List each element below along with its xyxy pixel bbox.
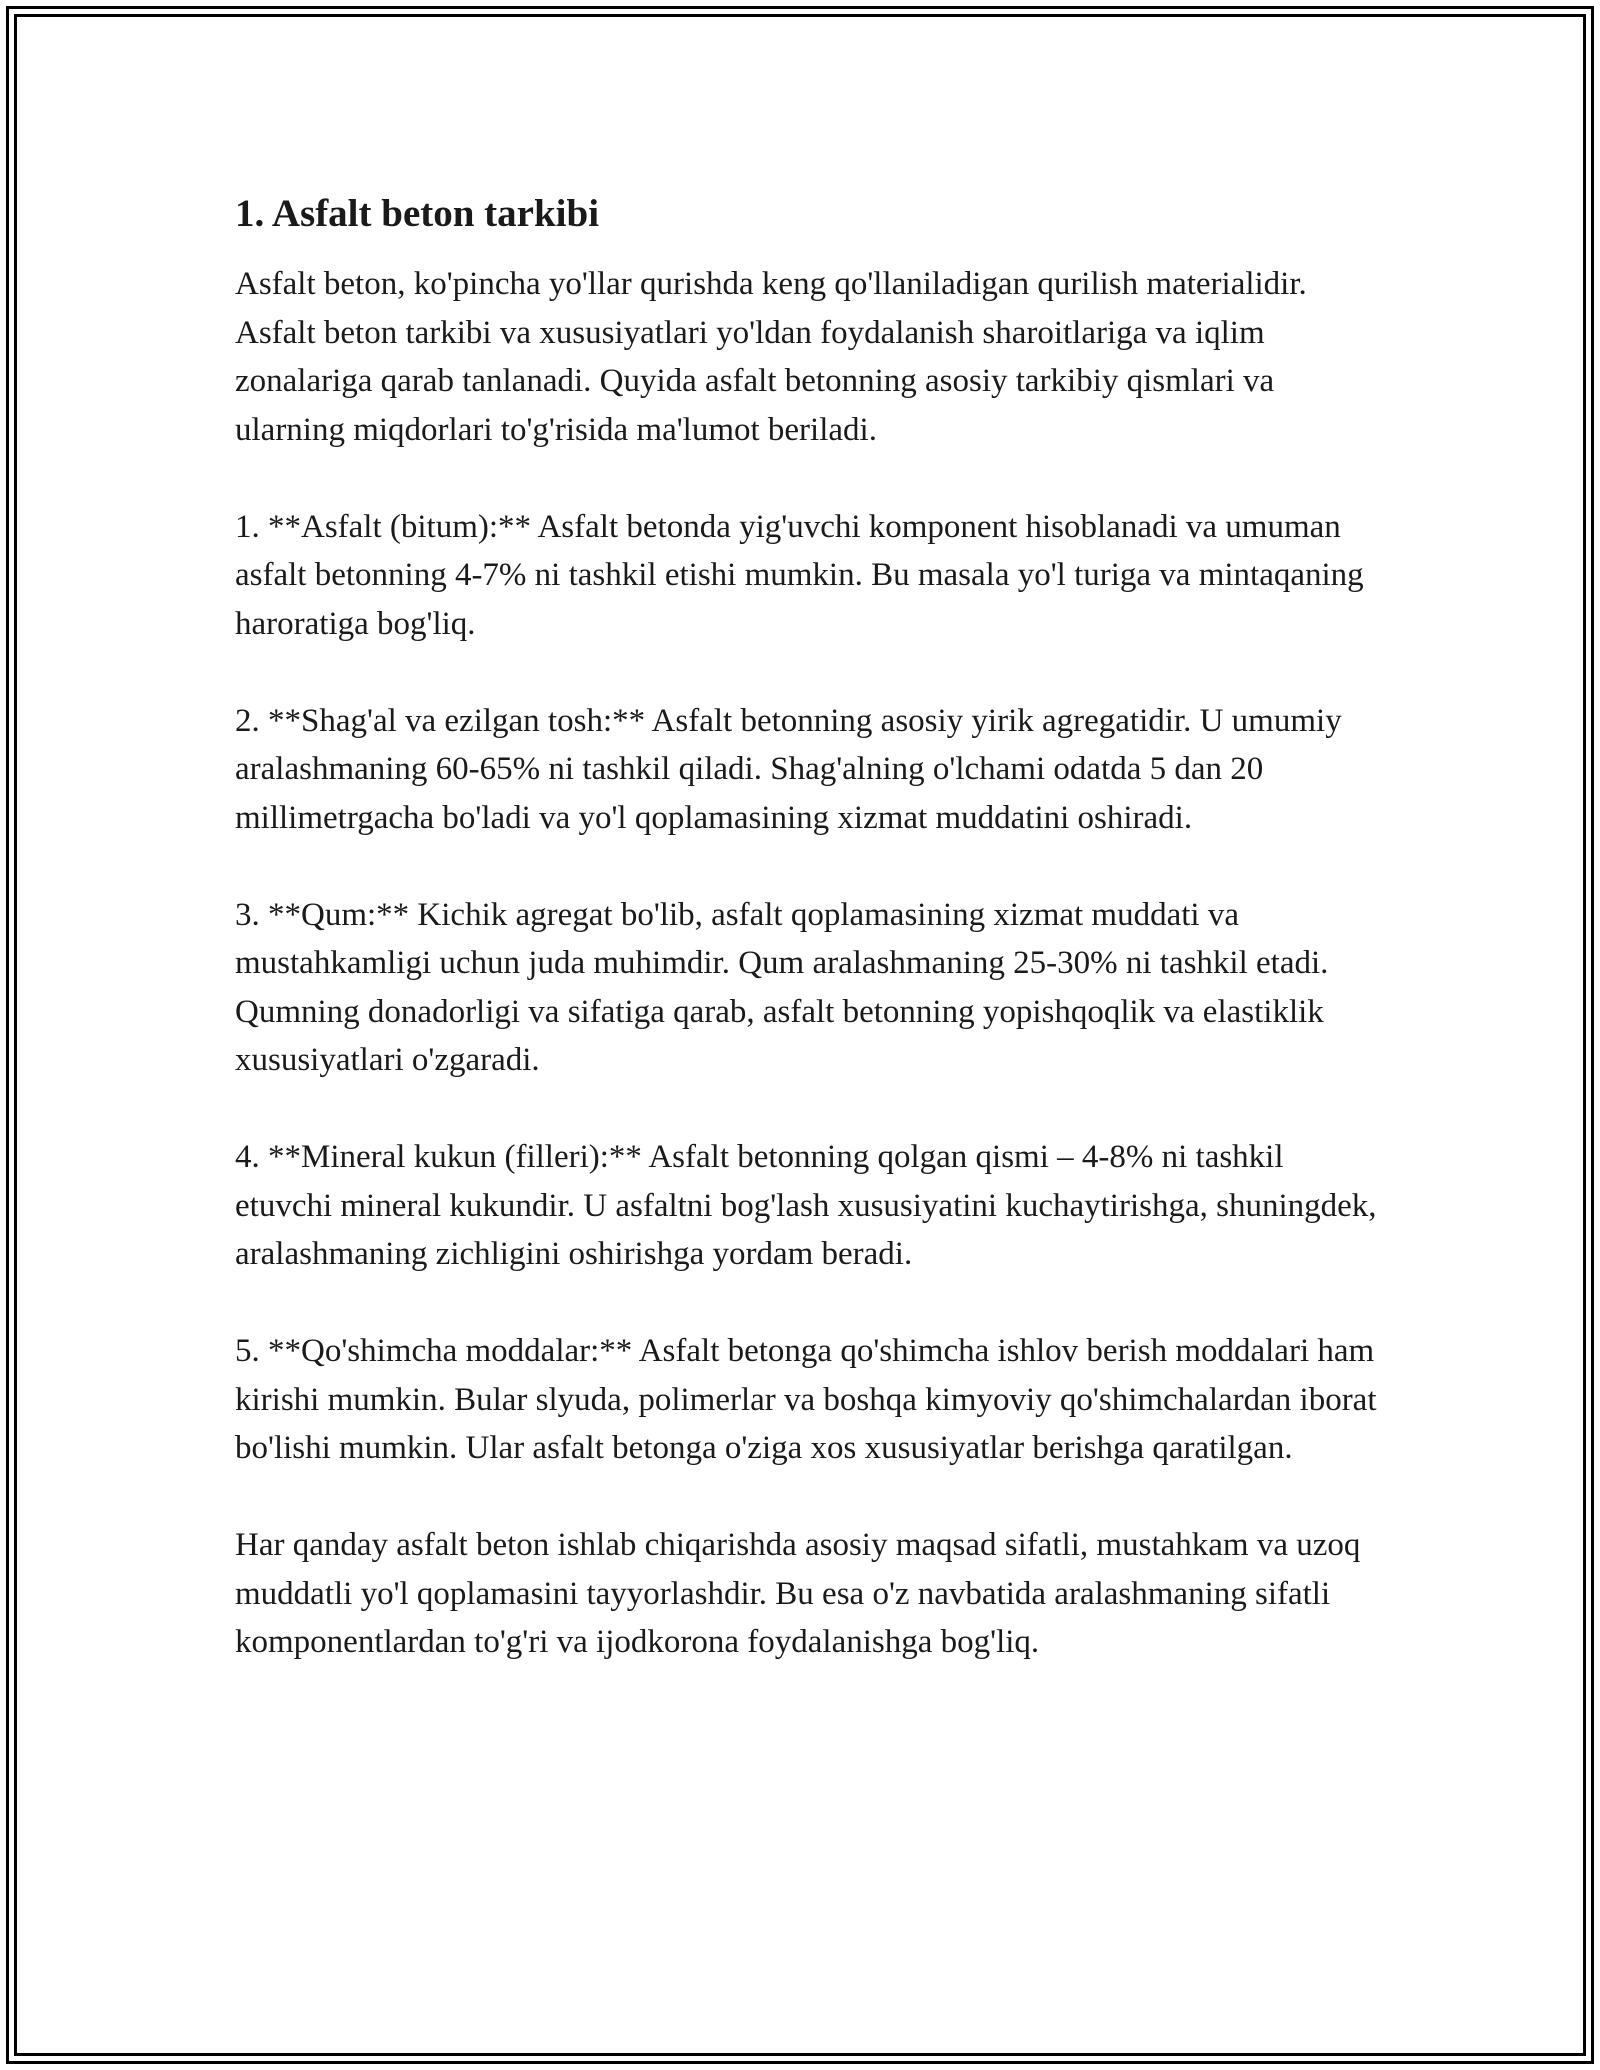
intro-paragraph: Asfalt beton, ko'pincha yo'llar qurishda keng qo'llaniladigan qurilish materialidir. Asfalt beton tarkibi va xususiyatlari yo'ldan foydalanish sharoitlariga va iqlim zonalariga qarab tanlanadi. Quyida asfalt betonning asosiy tarkibiy qismlari va ularning miqdorlari to'g'risida ma'lumot beriladi. xyxy=(235,266,1307,448)
conclusion-paragraph: Har qanday asfalt beton ishlab chiqarishda asosiy maqsad sifatli, mustahkam va uzoq muddatli yo'l qoplamasini tayyorlashdir. Bu esa o'z navbatida aralashmaning sifatli komponentlardan to'g'ri va ijodkorona foydalanishga bog'liq. xyxy=(235,1527,1361,1660)
document-body xyxy=(235,186,1385,1715)
list-item-gravel: 2. **Shag'al va ezilgan tosh:** Asfalt betonning asosiy yirik agregatidir. U umumiy aralashmaning 60-65% ni tashkil qiladi. Shag'alning o'lchami odatda 5 dan 20 millimetrgacha bo'ladi va yo'l qoplamasining xizmat muddatini oshiradi. xyxy=(235,702,1342,836)
list-item-additives: 5. **Qo'shimcha moddalar:** Asfalt betonga qo'shimcha ishlov berish moddalari ham kirishi mumkin. Bular slyuda, polimerlar va boshqa kimyoviy qo'shimchalardan iborat bo'lishi mumkin. Ular asfalt betonga o'ziga xos xususiyatlar berishga qaratilgan. xyxy=(235,1333,1377,1466)
list-item-asphalt: 1. **Asfalt (bitum):** Asfalt betonda yig'uvchi komponent hisoblanadi va umuman asfalt betonning 4-7% ni tashkil etishi mumkin. Bu masala yo'l turiga va mintaqaning haroratiga bog'liq. xyxy=(235,508,1364,642)
list-item-mineral-powder: 4. **Mineral kukun (filleri):** Asfalt betonning qolgan qismi – 4-8% ni tashkil etuvchi mineral kukundir. U asfaltni bog'lash xususiyatini kuchaytirishga, shuningdek, aralashmaning zichligini oshirishga yordam beradi. xyxy=(235,1139,1377,1272)
list-item-sand: 3. **Qum:** Kichik agregat bo'lib, asfalt qoplamasining xizmat muddati va mustahkamligi uchun juda muhimdir. Qum aralashmaning 25-30% ni tashkil etadi. Qumning donadorligi va sifatiga qarab, asfalt betonning yopishqoqlik va elastiklik xususiyatlari o'zgaradi. xyxy=(235,896,1329,1078)
section-title: 1. Asfalt beton tarkibi xyxy=(235,192,600,235)
